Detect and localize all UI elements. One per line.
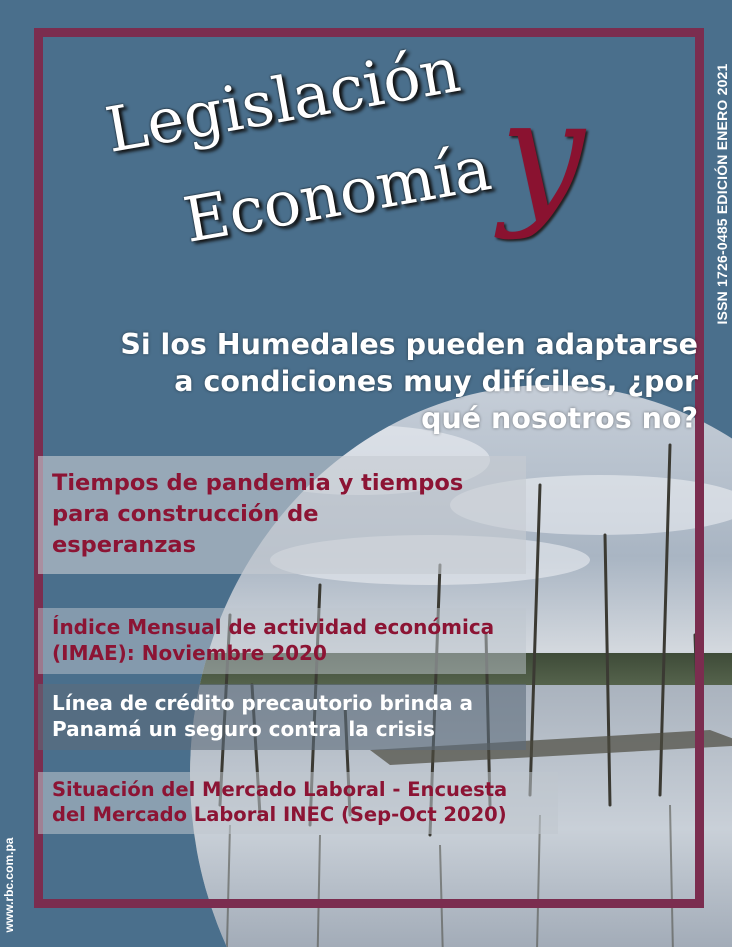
article-title-line: esperanzas: [52, 532, 196, 558]
article-title-line: Panamá un seguro contra la crisis: [52, 717, 435, 741]
logo-word-legislacion: Legislación: [100, 32, 466, 167]
website-text: www.rbc.com.pa: [2, 837, 16, 933]
cover-headline: [80, 326, 698, 437]
issn-text: ISSN 1726-0485 EDICIÓN ENERO 2021: [714, 63, 730, 325]
issn-edition-strip: [712, 14, 732, 374]
article-mercado-laboral: [38, 772, 558, 834]
magazine-logo: [100, 32, 600, 290]
website-strip: [0, 830, 18, 940]
headline-line-3: qué nosotros no?: [421, 402, 698, 435]
logo-y-letter: y: [500, 68, 585, 242]
article-title-line: Índice Mensual de actividad económica: [52, 615, 495, 639]
article-title-line: Situación del Mercado Laboral - Encuesta: [52, 778, 508, 801]
article-linea-credito: [38, 684, 526, 750]
article-pandemia: [38, 456, 526, 574]
headline-line-2: a condiciones muy difíciles, ¿por: [174, 365, 698, 398]
article-title-line: Línea de crédito precautorio brinda a: [52, 691, 474, 715]
article-title-line: (IMAE): Noviembre 2020: [52, 641, 327, 665]
logo-word-economia: Economía: [178, 131, 497, 257]
article-title-line: Tiempos de pandemia y tiempos: [52, 470, 464, 496]
headline-line-1: Si los Humedales pueden adaptarse: [120, 328, 698, 361]
article-imae: [38, 608, 526, 674]
article-title-line: del Mercado Laboral INEC (Sep-Oct 2020): [52, 803, 507, 826]
article-title-line: para construcción de: [52, 501, 319, 527]
